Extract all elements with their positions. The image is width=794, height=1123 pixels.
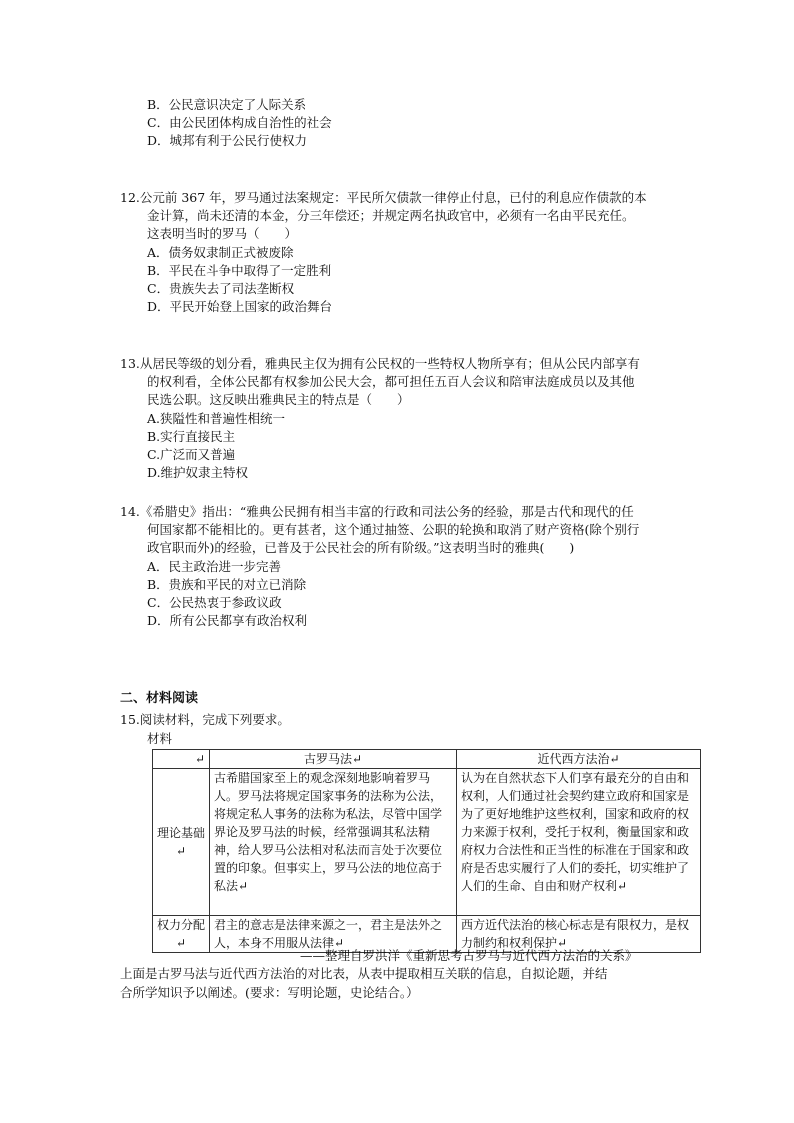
q14-stem-line3: 政官职而外)的经验，已普及于公民社会的所有阶级。”这表明当时的雅典( ) [147, 540, 575, 555]
q12-stem-line1: 12.公元前 367 年，罗马通过法案规定：平民所欠债款一律停止付息，已付的利息应作债款的本 [120, 190, 647, 205]
source-citation: ——整理自罗洪洋《重新思考古罗马与近代西方法治的关系》 [300, 948, 638, 963]
q13-option-c: C.广泛而又普遍 [147, 447, 236, 462]
header-ancient-roman-law: 古罗马法↵ [210, 750, 457, 769]
q15-task-line2: 合所学知识予以阐述。(要求：写明论题，史论结合。） [120, 985, 419, 1000]
cell-power-modern: 西方近代法治的核心标志是有限权力，是权力制约和权利保护↵ [457, 916, 701, 953]
row-label-text: 权力分配↵ [156, 918, 205, 950]
q11-option-c: C．由公民团体构成自治性的社会 [147, 115, 332, 130]
q14-stem-line1: 14.《希腊史》指出：“雅典公民拥有相当丰富的行政和司法公务的经验，那是古代和现代的任 [120, 504, 634, 519]
q14-option-b: B．贵族和平民的对立已消除 [147, 577, 307, 592]
q12-option-a: A．债务奴隶制正式被废除 [147, 245, 294, 260]
q13-stem-line3: 民选公职。这反映出雅典民主的特点是（ ） [147, 392, 410, 407]
q12-option-b: B．平民在斗争中取得了一定胜利 [147, 263, 332, 278]
cell-theory-modern: 认为在自然状态下人们享有最充分的自由和权利，人们通过社会契约建立政府和国家是为了更好地维护这些权利，国家和政府的权力来源于权利，受托于权利，衡量国家和政府权力合法性和正当性的标准在于国家和政府是否忠实履行了人们的委托，切实维护了人们的生命、自由和财产权利↵ [457, 769, 701, 916]
cell-power-roman: 君主的意志是法律来源之一，君主是法外之人，本身不用服从法律↵ [210, 916, 457, 953]
q13-option-b: B.实行直接民主 [147, 429, 236, 444]
q11-option-b: B．公民意识决定了人际关系 [147, 97, 307, 112]
section-heading: 二、材料阅读 [120, 691, 199, 706]
row-label-power-distribution [153, 916, 210, 953]
q12-option-d: D．平民开始登上国家的政治舞台 [147, 299, 333, 314]
q15-intro: 15.阅读材料，完成下列要求。 [120, 712, 290, 727]
material-label: 材料 [147, 731, 173, 746]
q12-option-c: C．贵族失去了司法垄断权 [147, 281, 295, 296]
comparison-table [152, 749, 701, 953]
q13-option-a: A.狭隘性和普遍性相统一 [147, 411, 286, 426]
q14-option-a: A．民主政治进一步完善 [147, 559, 282, 574]
q13-option-d: D.维护奴隶主特权 [147, 465, 249, 480]
table-corner-cell: ↵ [153, 750, 210, 769]
table-header-row [153, 750, 701, 769]
q13-stem-line2: 的权利看，全体公民都有权参加公民大会，都可担任五百人会议和陪审法庭成员以及其他 [147, 374, 635, 389]
q14-option-d: D．所有公民都享有政治权利 [147, 613, 308, 628]
q14-stem-line2: 何国家都不能相比的。更有甚者，这个通过抽签、公职的轮换和取消了财产资格(除个别行 [147, 522, 640, 537]
q12-stem-line3: 这表明当时的罗马（ ） [147, 226, 298, 241]
q13-stem-line1: 13.从居民等级的划分看，雅典民主仅为拥有公民权的一些特权人物所享有；但从公民内部享有 [120, 356, 640, 371]
row-label-text: 理论基础↵ [156, 826, 205, 858]
q12-stem-line2: 金计算，尚未还清的本金，分三年偿还；并规定两名执政官中，必须有一名由平民充任。 [147, 208, 635, 223]
header-modern-western-rule-of-law: 近代西方法治↵ [457, 750, 701, 769]
table-row [153, 769, 701, 916]
cell-theory-roman: 古希腊国家至上的观念深刻地影响着罗马人。罗马法将规定国家事务的法称为公法，将规定私人事务的法称为私法，尽管中国学界论及罗马法的时候，经常强调其私法精神，给人罗马公法相对私法而言处于次要位置的印象。但事实上，罗马公法的地位高于私法↵ [210, 769, 457, 916]
q15-task-line1: 上面是古罗马法与近代西方法治的对比表，从表中提取相互关联的信息，自拟论题，并结 [120, 966, 608, 981]
q14-option-c: C．公民热衷于参政议政 [147, 595, 282, 610]
row-label-theory-basis [153, 769, 210, 916]
q11-option-d: D．城邦有利于公民行使权力 [147, 133, 308, 148]
